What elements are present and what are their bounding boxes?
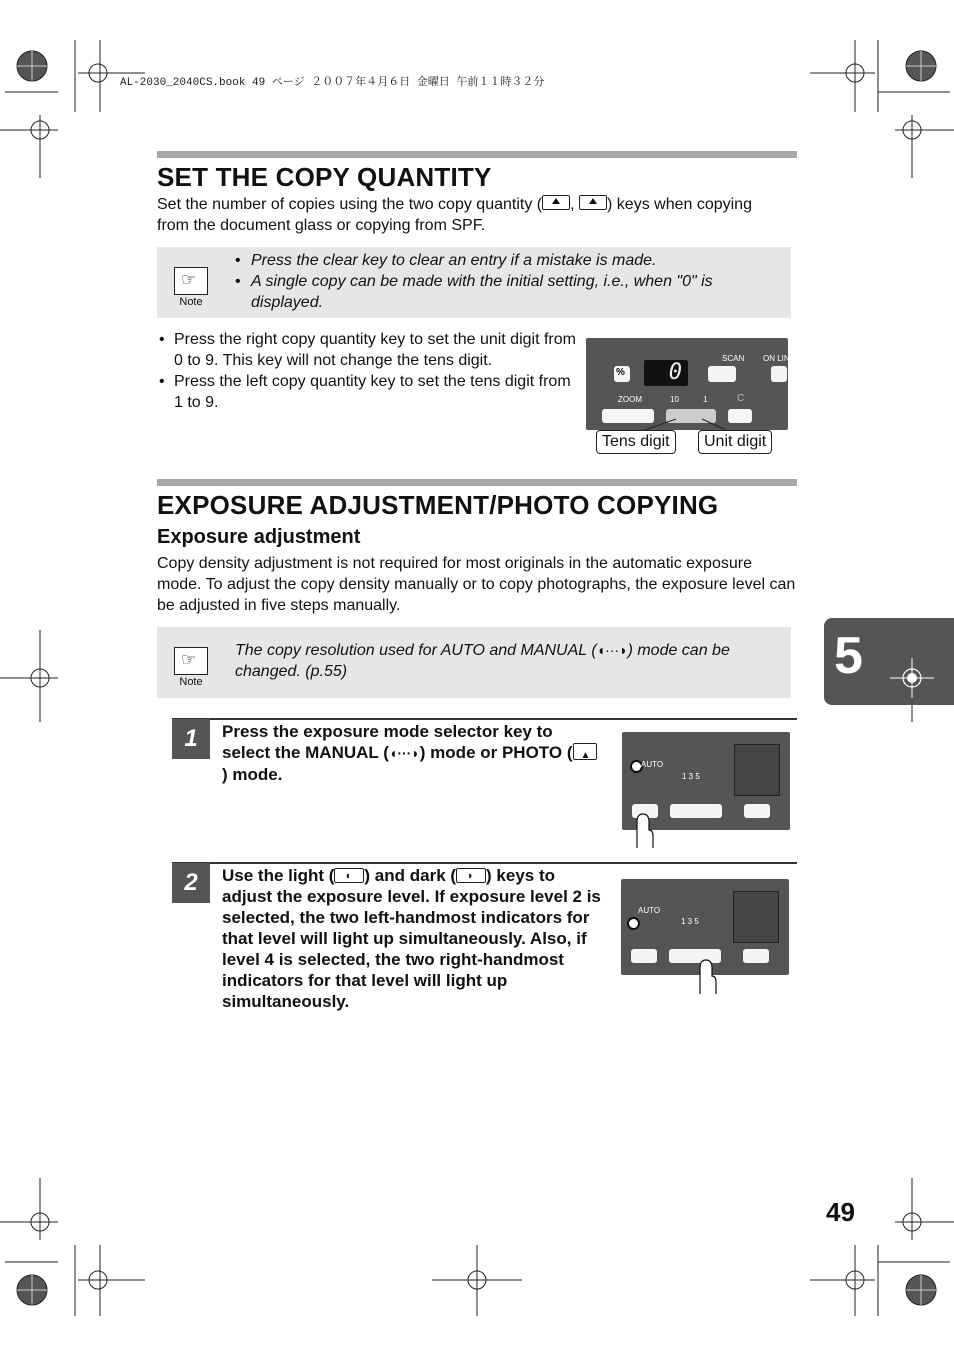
note-text-part: ) mode can be changed. (p.55) (235, 642, 730, 680)
step-text-part: Use the light ( (222, 866, 335, 885)
step-text-part: ) mode. (222, 765, 283, 784)
step-number: 1 (172, 719, 210, 759)
quantity-key-icon (579, 195, 607, 210)
note-text-part: The copy resolution used for AUTO and MANUAL ( (235, 642, 597, 659)
clear-label: C (737, 393, 745, 404)
note-item: • Press the clear key to clear an entry if a mistake is made. (235, 250, 775, 271)
page-number: 49 (826, 1197, 855, 1227)
original-size-block (734, 744, 780, 796)
dark-key-icon: ◗ (456, 868, 486, 883)
pointing-hand-icon: ☞ (181, 270, 197, 289)
percent-key (614, 366, 630, 382)
note-text (235, 640, 783, 682)
book-header-line: AL-2030_2040CS.book 49 ページ ２００７年４月６日 金曜日 午前１１時３２分 (120, 77, 545, 89)
intro-text: from the document glass or copying from SPF. (157, 217, 486, 234)
resolution-key (743, 949, 769, 963)
chapter-number: 5 (834, 627, 863, 685)
note-box (157, 247, 791, 318)
section-title: SET THE COPY QUANTITY (157, 162, 492, 192)
step-number: 2 (172, 863, 210, 903)
auto-label: AUTO (641, 760, 664, 769)
note-icon (173, 267, 209, 308)
step-text-part: ) keys to adjust the exposure level. If exposure level 2 is selected, the two left-handmost indicators for that level will light up simultaneously. Also, if level 4 is selected, the two right-handmost indicators for that level will light up simultaneously. (222, 866, 601, 1011)
indicator-dot (627, 917, 640, 930)
step-rule (172, 862, 797, 864)
step-text (222, 865, 602, 1012)
finger-pointer-icon (696, 958, 720, 994)
manual-mode-icon: ◖···◗ (596, 642, 628, 658)
intro-text: Set the number of copies using the two copy quantity ( (157, 196, 543, 213)
online-label: ON LIN (763, 354, 790, 363)
note-icon (173, 647, 209, 688)
registration-mark-icon (890, 658, 934, 698)
step-text (222, 721, 602, 785)
percent-label: % (616, 367, 625, 378)
light-dark-keys (670, 804, 722, 818)
section-title: EXPOSURE ADJUSTMENT/PHOTO COPYING (157, 490, 719, 520)
finger-pointer-icon (633, 812, 657, 848)
list-item: • Press the right copy quantity key to set the unit digit from 0 to 9. This key will not change the tens digit. (157, 329, 577, 371)
manual-mode-icon: ◖···◗ (388, 745, 420, 761)
note-item: • A single copy can be made with the initial setting, i.e., when "0" is displayed. (235, 271, 775, 313)
resolution-key (744, 804, 770, 818)
scan-key (708, 366, 736, 382)
intro-sep: , (570, 196, 575, 213)
chapter-tab (824, 618, 954, 705)
instruction-list (157, 329, 577, 413)
step-text-part: ) mode or PHOTO ( (419, 743, 573, 762)
exposure-scale-label: 1 3 5 (681, 917, 699, 926)
subsection-title: Exposure adjustment (157, 526, 361, 548)
section-rule (157, 479, 797, 486)
intro-paragraph (157, 194, 797, 236)
ones-label: 1 (703, 395, 708, 404)
step-rule (172, 718, 797, 720)
copy-count-display (644, 360, 688, 386)
photo-mode-icon: ▲ (573, 743, 597, 760)
display-digit: 0 (668, 360, 682, 385)
exposure-mode-key (631, 949, 657, 963)
tens-label: 10 (670, 395, 679, 404)
zoom-label: ZOOM (618, 395, 642, 404)
tens-digit-callout: Tens digit (596, 430, 676, 454)
step-text-part: ) and dark ( (364, 866, 457, 885)
list-item: • Press the left copy quantity key to set the tens digit from 1 to 9. (157, 371, 577, 413)
exposure-scale-label: 1 3 5 (682, 772, 700, 781)
section-rule (157, 151, 797, 158)
scan-label: SCAN (722, 354, 745, 363)
note-list (235, 250, 775, 313)
pointing-hand-icon: ☞ (181, 650, 197, 669)
original-size-block (733, 891, 779, 943)
intro-text: ) keys when copying (607, 196, 752, 213)
light-key-icon: ◖ (334, 868, 364, 883)
unit-digit-callout: Unit digit (698, 430, 772, 454)
note-label: Note (179, 296, 203, 308)
quantity-key-icon (542, 195, 570, 210)
note-box (157, 627, 791, 698)
online-key (771, 366, 787, 382)
auto-label: AUTO (638, 906, 661, 915)
step-text-part: Press the exposure mode selector key to select the MANUAL ( (222, 722, 553, 762)
note-label: Note (179, 676, 203, 688)
intro-paragraph: Copy density adjustment is not required for most originals in the automatic exposure mode. To adjust the copy density manually or to copy photographs, the exposure level can be adjusted in five steps manually. (157, 555, 796, 614)
